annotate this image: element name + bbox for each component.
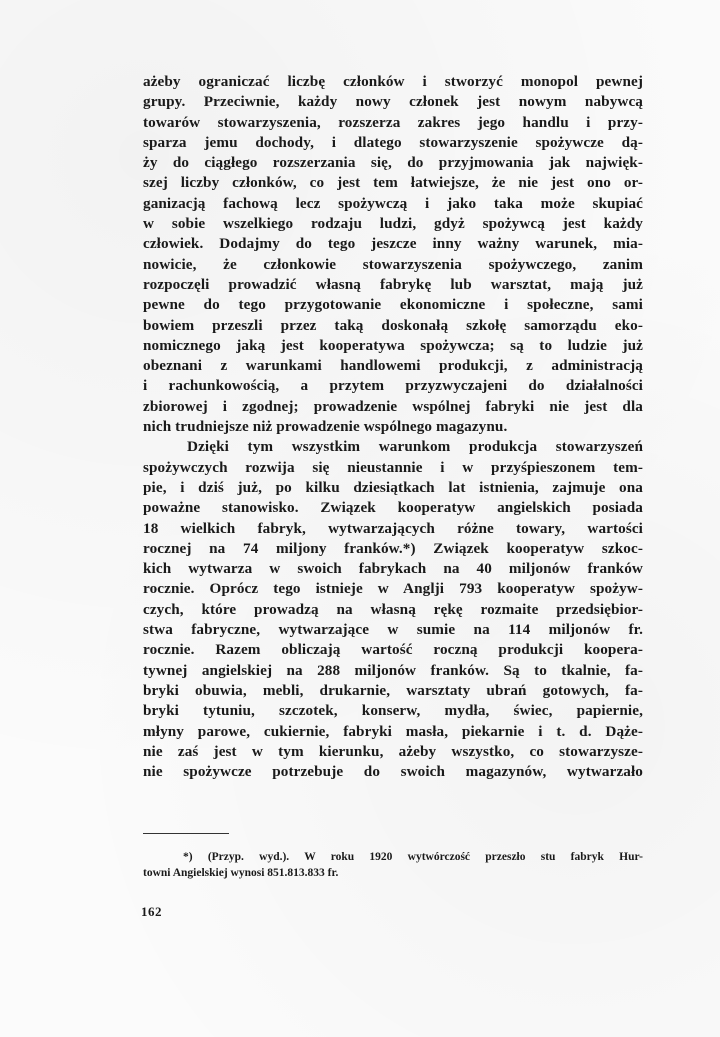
text-line: ganizacją fachową lecz spożywczą i jako taka może skupiać (143, 194, 643, 212)
text-line: grupy. Przeciwnie, każdy nowy członek jest nowym nabywcą (143, 93, 643, 111)
text-line: czych, które prowadzą na własną rękę rozmaite przedsiębior- (143, 600, 643, 618)
footnote (143, 849, 643, 881)
text-line: sparza jemu dochody, i dlatego stowarzyszenie spożywcze dą- (143, 133, 643, 151)
text-line: zbiorowej i zgodnej; prowadzenie wspólnej fabryki nie jest dla (143, 397, 643, 415)
text-line: towarów stowarzyszenia, rozszerza zakres jego handlu i przy- (143, 113, 643, 131)
text-line: nomicznego jaką jest kooperatywa spożywcza; są to ludzie już (143, 336, 643, 354)
text-line: pewne do tego przygotowanie ekonomiczne i społeczne, sami (143, 296, 643, 314)
body-text (143, 72, 643, 782)
text-line: tywnej angielskiej na 288 miljonów franków. Są to tkalnie, fa- (143, 661, 643, 679)
footnote-line: *) (Przyp. wyd.). W roku 1920 wytwórczość przeszło stu fabryk Hur- (183, 851, 643, 863)
text-line: w sobie wszelkiego rodzaju ludzi, gdyż spożywcą jest każdy (143, 215, 643, 233)
text-line: szej liczby członków, co jest tem łatwiejsze, że nie jest ono or- (143, 174, 643, 192)
paragraph-start-line: Dzięki tym wszystkim warunkom produkcja stowarzyszeń (187, 438, 643, 456)
text-line: nie zaś jest w tym kierunku, ażeby wszystko, co stowarzysze- (143, 742, 643, 760)
text-line: nowicie, że członkowie stowarzyszenia spożywczego, zanim (143, 255, 643, 273)
text-line: stwa fabryczne, wytwarzające w sumie na 114 miljonów fr. (143, 621, 643, 639)
text-line: nie spożywcze potrzebuje do swoich magazynów, wytwarzało (143, 763, 643, 781)
text-line: bryki obuwia, mebli, drukarnie, warsztaty ubrań gotowych, fa- (143, 681, 643, 699)
text-line: rocznie. Oprócz tego istnieje w Anglji 793 kooperatyw spożyw- (143, 580, 643, 598)
text-line: ży do ciągłego rozszerzania się, do przyjmowania jak najwięk- (143, 154, 643, 172)
text-line: kich wytwarza w swoich fabrykach na 40 miljonów franków (143, 560, 643, 578)
text-line: spożywczych rozwija się nieustannie i w przyśpieszonem tem- (143, 458, 643, 476)
text-line: pie, i dziś już, po kilku dziesiątkach lat istnienia, zajmuje ona (143, 478, 643, 496)
text-line: młyny parowe, cukiernie, fabryki masła, piekarnie i t. d. Dąże- (143, 722, 643, 740)
text-line: człowiek. Dodajmy do tego jeszcze inny ważny warunek, mia- (143, 235, 643, 253)
text-line: nich trudniejsze niż prowadzenie wspólnego magazynu. (143, 418, 508, 436)
text-line: rocznej na 74 miljony franków.*) Związek kooperatyw szkoc- (143, 539, 643, 557)
text-line: 18 wielkich fabryk, wytwarzających różne towary, wartości (143, 519, 643, 537)
footnote-line: towni Angielskiej wynosi 851.813.833 fr. (143, 867, 339, 879)
text-line: obeznani z warunkami handlowemi produkcji, z administracją (143, 357, 643, 375)
text-line: bowiem przeszli przez taką doskonałą szkołę samorządu eko- (143, 316, 643, 334)
footnote-divider (143, 833, 229, 834)
text-line: rozpoczęli prowadzić własną fabrykę lub warsztat, mają już (143, 275, 643, 293)
text-line: poważne stanowisko. Związek kooperatyw angielskich posiada (143, 499, 643, 517)
text-line: ażeby ograniczać liczbę członków i stworzyć monopol pewnej (143, 73, 643, 90)
text-line: i rachunkowością, a przytem przyzwyczajeni do działalności (143, 377, 643, 395)
text-line: rocznie. Razem obliczają wartość roczną produkcji koopera- (143, 641, 643, 659)
page-number: 162 (141, 904, 162, 919)
text-line: bryki tytuniu, szczotek, konserw, mydła, świec, papiernie, (143, 702, 643, 720)
